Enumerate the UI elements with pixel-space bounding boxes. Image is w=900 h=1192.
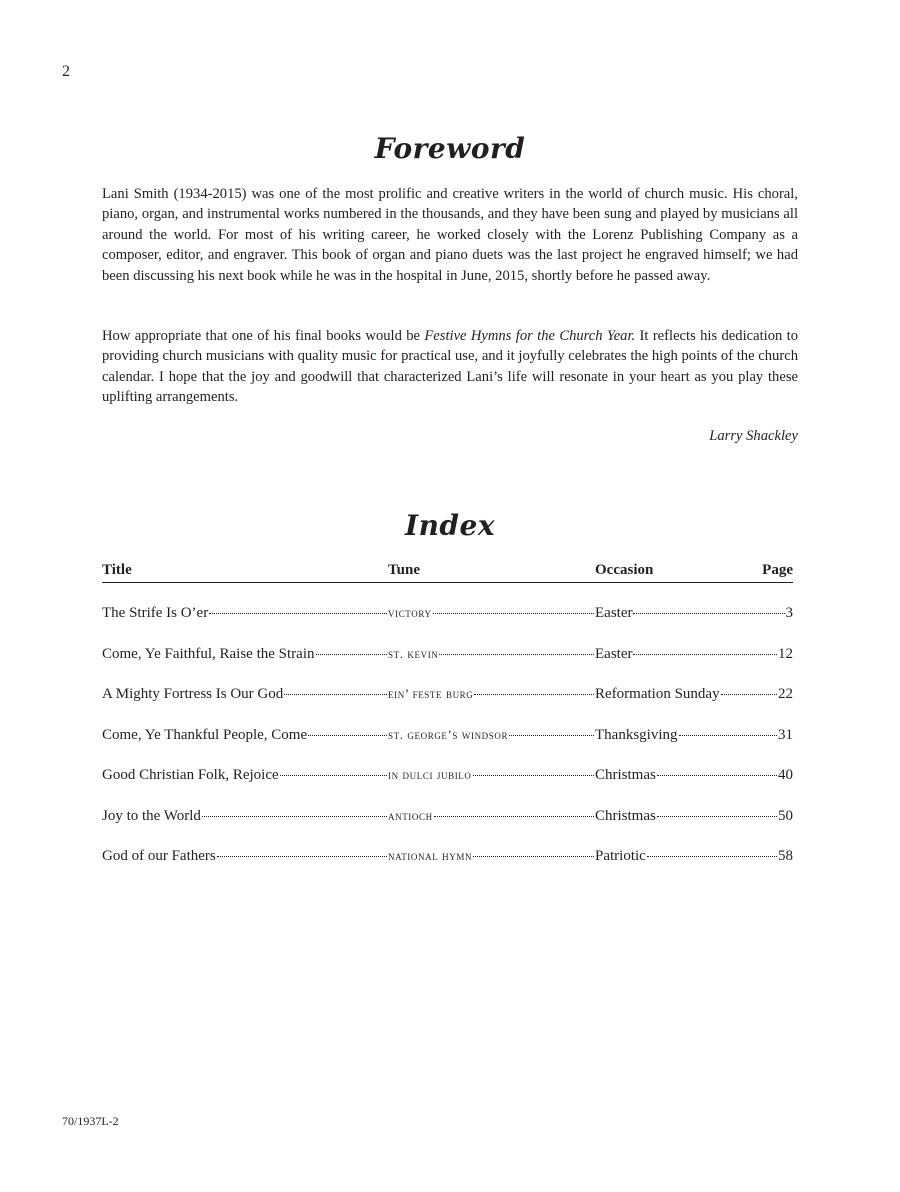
dot-leader bbox=[657, 816, 777, 817]
hymn-title: Come, Ye Faithful, Raise the Strain bbox=[102, 645, 315, 662]
column-header-occasion: Occasion bbox=[595, 562, 654, 578]
foreword-signature: Larry Shackley bbox=[709, 428, 798, 444]
dot-leader bbox=[308, 735, 387, 736]
index-row bbox=[102, 808, 793, 849]
index-table bbox=[102, 562, 793, 889]
column-header-title: Title bbox=[102, 562, 132, 578]
dot-leader bbox=[633, 613, 784, 614]
index-rows bbox=[102, 605, 793, 889]
index-cell-occasion bbox=[595, 646, 793, 663]
dot-leader bbox=[434, 816, 594, 817]
hymn-tune: ein’ feste burg bbox=[388, 686, 474, 701]
hymn-title: The Strife Is O’er bbox=[102, 605, 209, 621]
index-cell-tune bbox=[388, 808, 595, 824]
hymn-title: Good Christian Folk, Rejoice bbox=[102, 767, 279, 783]
dot-leader bbox=[647, 856, 777, 857]
hymn-occasion: Easter bbox=[595, 645, 633, 662]
dot-leader bbox=[280, 775, 387, 776]
hymn-occasion: Easter bbox=[595, 605, 633, 621]
index-cell-tune bbox=[388, 686, 595, 702]
dot-leader bbox=[473, 856, 594, 857]
dot-leader bbox=[209, 613, 387, 614]
index-cell-occasion bbox=[595, 686, 793, 703]
index-row bbox=[102, 605, 793, 646]
foreword-paragraph-2-before: How appropriate that one of his final books would be bbox=[102, 328, 425, 344]
hymn-occasion: Christmas bbox=[595, 807, 656, 824]
dot-leader bbox=[473, 775, 595, 776]
hymn-title: Joy to the World bbox=[102, 807, 201, 824]
book-title: Festive Hymns for the Church Year. bbox=[424, 328, 636, 344]
dot-leader bbox=[433, 613, 594, 614]
hymn-page: 31 bbox=[778, 726, 793, 743]
hymn-page: 58 bbox=[778, 848, 793, 864]
index-cell-occasion bbox=[595, 605, 793, 622]
dot-leader bbox=[721, 694, 777, 695]
hymn-occasion: Patriotic bbox=[595, 848, 646, 864]
index-cell-title bbox=[102, 646, 388, 663]
dot-leader bbox=[679, 735, 778, 736]
dot-leader bbox=[217, 856, 387, 857]
index-cell-title bbox=[102, 767, 388, 784]
dot-leader bbox=[316, 654, 388, 655]
foreword-paragraph-2-after: It reflects his dedication to providing church musicians with quality music for practical use, and it joyfully celebrates the high points of the church calendar. I hope that the joy and goodwill that characterized Lani’s life will resonate in your heart as you play these uplifting arrangements. bbox=[102, 328, 798, 406]
dot-leader bbox=[439, 654, 594, 655]
index-row bbox=[102, 646, 793, 687]
dot-leader bbox=[657, 775, 777, 776]
index-cell-title bbox=[102, 686, 388, 703]
hymn-page: 40 bbox=[778, 767, 793, 783]
page-number: 2 bbox=[62, 63, 70, 80]
index-row bbox=[102, 727, 793, 768]
hymn-occasion: Reformation Sunday bbox=[595, 686, 720, 702]
index-cell-occasion bbox=[595, 848, 793, 865]
foreword-paragraph-2 bbox=[102, 326, 798, 408]
hymn-tune: national hymn bbox=[388, 848, 473, 863]
index-cell-tune bbox=[388, 767, 595, 783]
hymn-tune: in dulci jubilo bbox=[388, 767, 472, 782]
foreword-paragraph-1: Lani Smith (1934-2015) was one of the most prolific and creative writers in the world of church music. His choral, piano, organ, and instrumental works numbered in the thousands, and they have been sung and played by musicians all around the world. For most of his writing career, he worked closely with the Lorenz Publishing Company as a composer, editor, and engraver. This book of organ and piano duets was the last project he engraved himself; we had been discussing his next book while he was in the hospital in June, 2015, shortly before he passed away. bbox=[102, 186, 798, 284]
dot-leader bbox=[474, 694, 594, 695]
hymn-tune: st. george’s windsor bbox=[388, 726, 509, 742]
hymn-tune: victory bbox=[388, 605, 432, 620]
index-cell-title bbox=[102, 727, 388, 744]
hymn-occasion: Christmas bbox=[595, 767, 656, 783]
dot-leader bbox=[509, 735, 594, 736]
hymn-page: 12 bbox=[778, 645, 793, 662]
index-heading: Index bbox=[404, 509, 496, 542]
index-cell-tune bbox=[388, 727, 595, 743]
hymn-page: 50 bbox=[778, 807, 793, 824]
index-row bbox=[102, 848, 793, 889]
hymn-tune: antioch bbox=[388, 807, 433, 823]
dot-leader bbox=[633, 654, 777, 655]
hymn-page: 22 bbox=[778, 686, 793, 702]
index-cell-occasion bbox=[595, 808, 793, 825]
column-header-page: Page bbox=[762, 562, 793, 578]
hymn-title: God of our Fathers bbox=[102, 848, 216, 864]
index-cell-title bbox=[102, 808, 388, 825]
hymn-title: Come, Ye Thankful People, Come bbox=[102, 726, 308, 743]
index-cell-tune bbox=[388, 605, 595, 621]
hymn-page: 3 bbox=[785, 605, 793, 621]
index-cell-tune bbox=[388, 848, 595, 864]
index-row bbox=[102, 686, 793, 727]
hymn-tune: st. kevin bbox=[388, 645, 439, 661]
index-cell-tune bbox=[388, 646, 595, 662]
catalog-number: 70/1937L-2 bbox=[62, 1114, 119, 1128]
column-header-tune: Tune bbox=[388, 562, 420, 578]
index-cell-title bbox=[102, 605, 388, 622]
foreword-heading: Foreword bbox=[374, 132, 526, 165]
hymn-occasion: Thanksgiving bbox=[595, 726, 678, 743]
dot-leader bbox=[202, 816, 387, 817]
index-cell-occasion bbox=[595, 727, 793, 744]
index-cell-title bbox=[102, 848, 388, 865]
index-header-row bbox=[102, 562, 793, 583]
hymn-title: A Mighty Fortress Is Our God bbox=[102, 686, 284, 702]
dot-leader bbox=[284, 694, 387, 695]
index-row bbox=[102, 767, 793, 808]
index-cell-occasion bbox=[595, 767, 793, 784]
